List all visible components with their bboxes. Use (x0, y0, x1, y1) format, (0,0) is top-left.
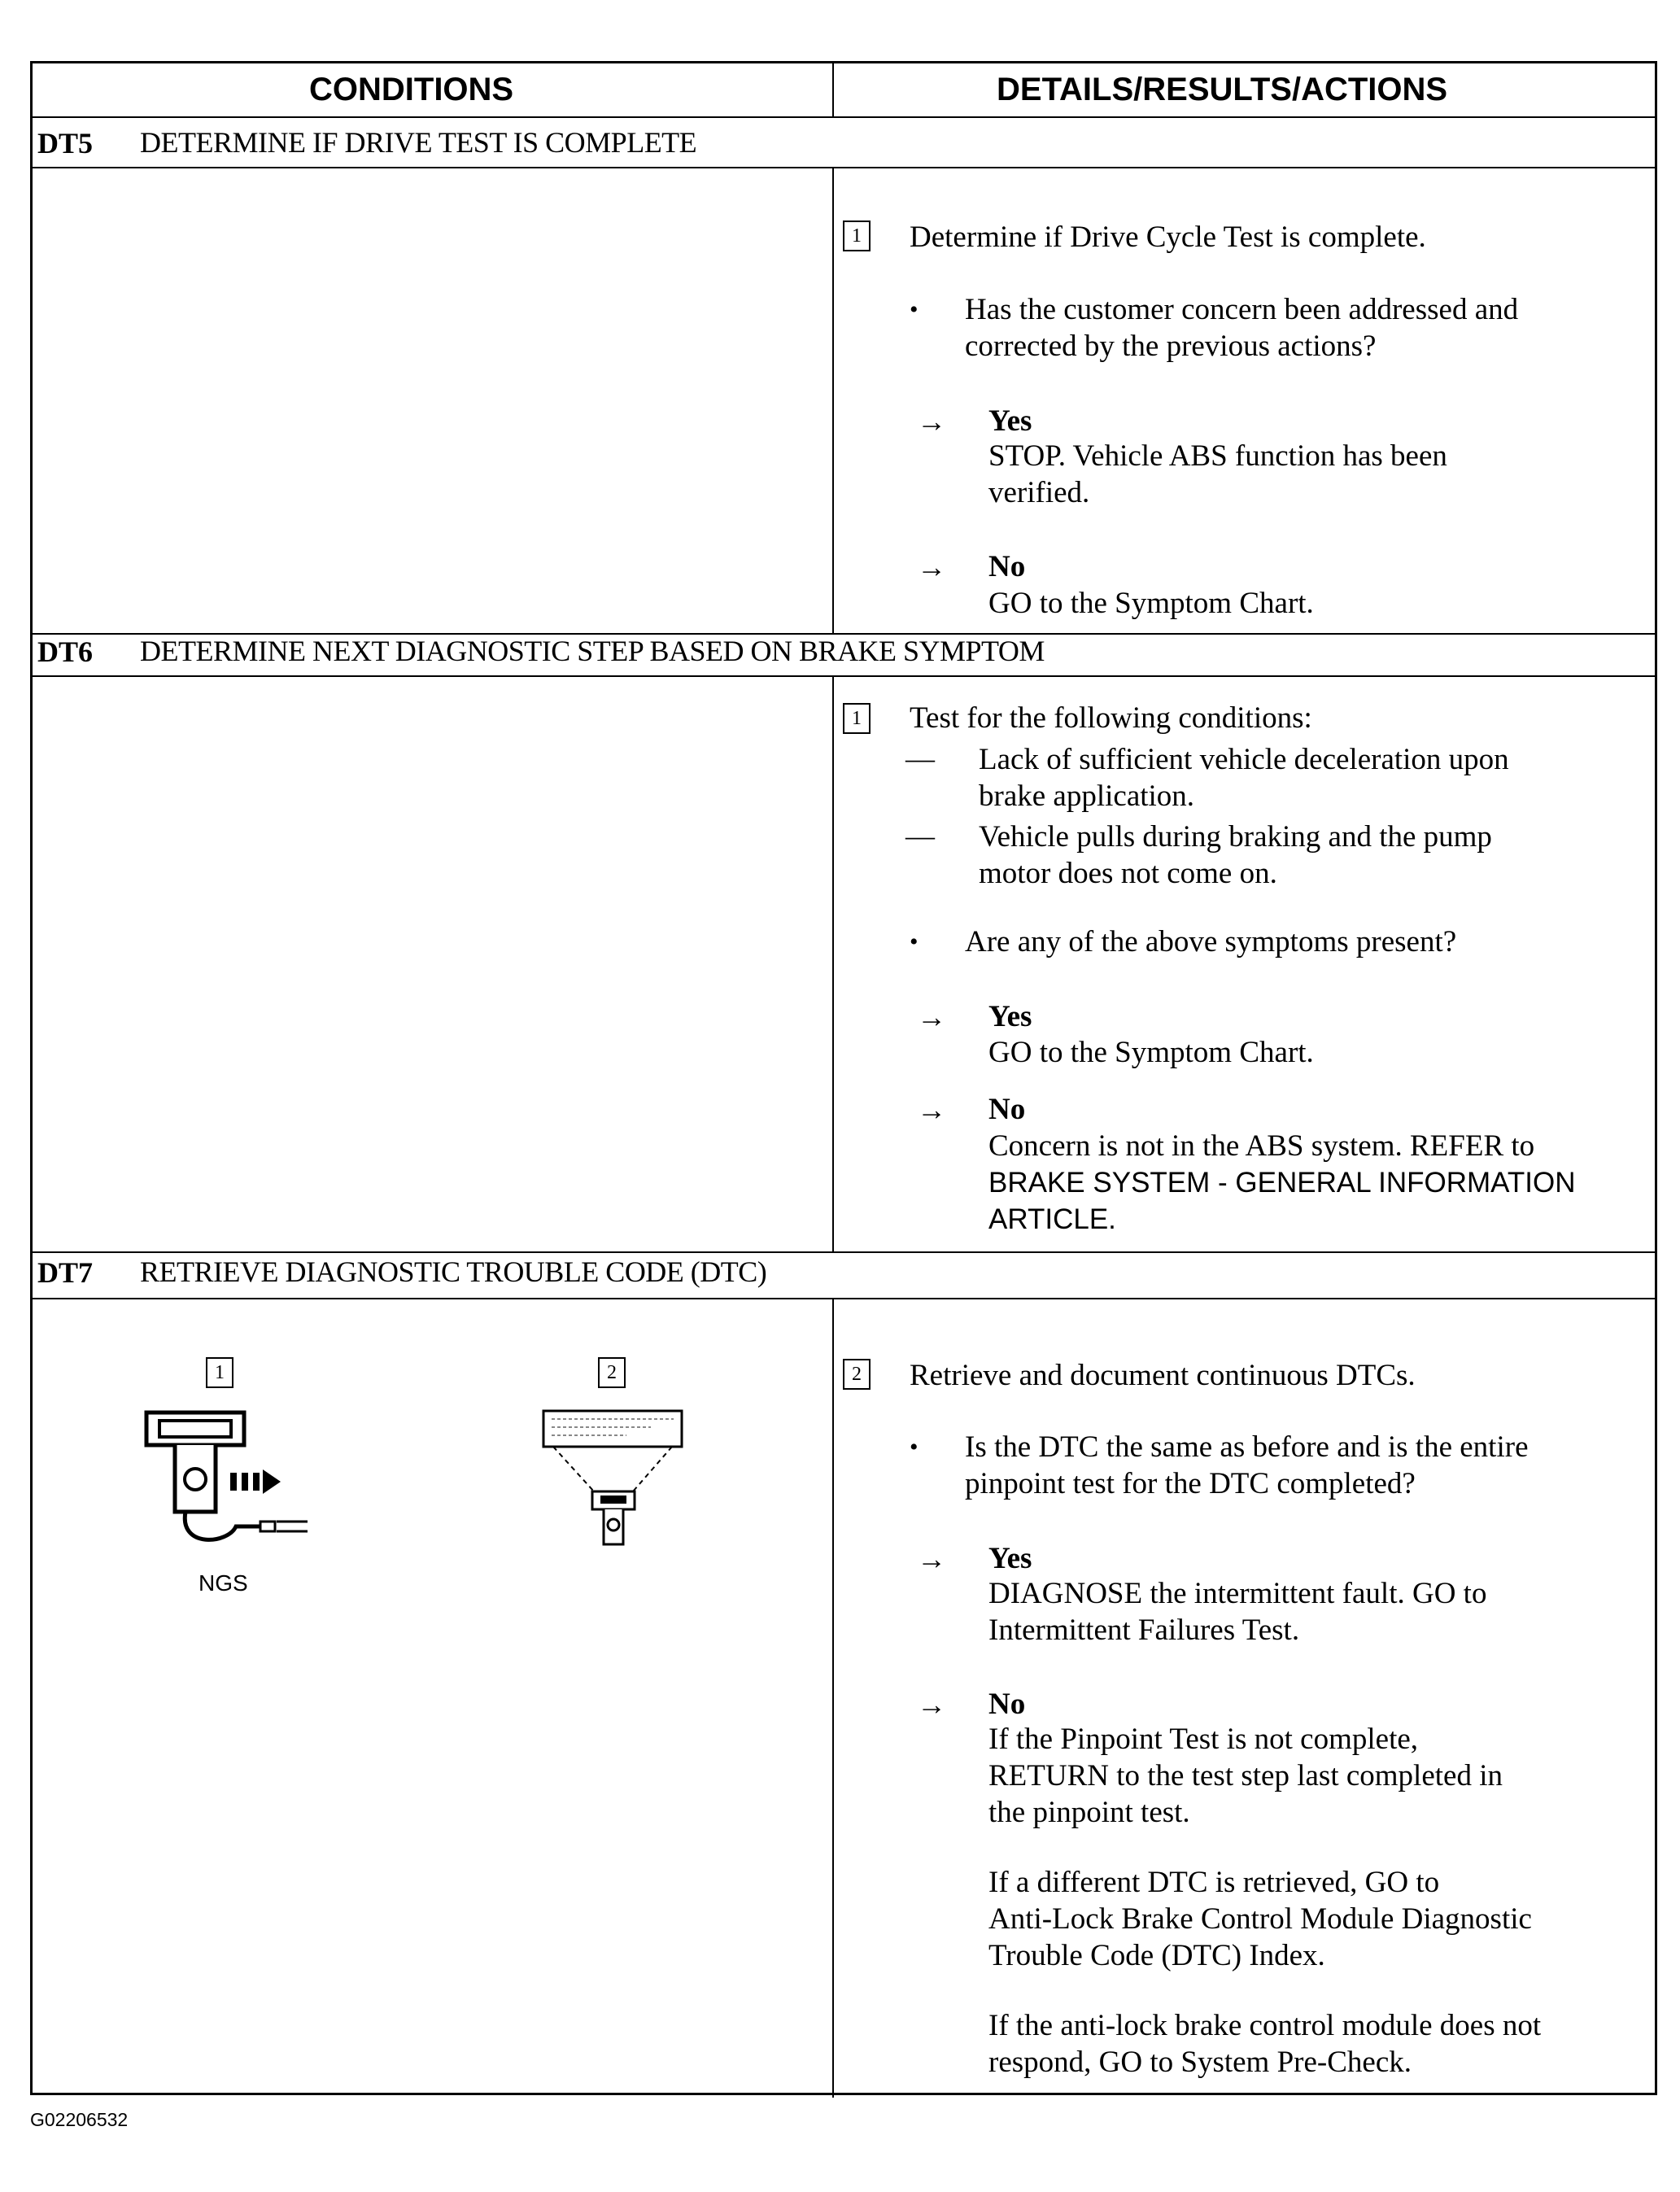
column-divider (832, 675, 834, 1251)
ngs-tester-icon (138, 1406, 342, 1552)
instruction-text: Determine if Drive Cycle Test is complete. (910, 221, 1426, 254)
no-text: RETURN to the test step last completed in (988, 1759, 1503, 1792)
yes-label: Yes (988, 1542, 1032, 1575)
no-text: ARTICLE. (988, 1203, 1116, 1235)
header-divider (33, 116, 1655, 118)
no-label: No (988, 1093, 1026, 1126)
arrow-icon: → (917, 1688, 946, 1721)
section-id: DT7 (37, 1256, 94, 1289)
dash-icon: — (905, 819, 935, 852)
arrow-icon: → (917, 551, 946, 583)
no-text: GO to the Symptom Chart. (988, 587, 1314, 620)
yes-text: GO to the Symptom Chart. (988, 1036, 1314, 1069)
arrow-icon: → (917, 1094, 946, 1126)
no-text: BRAKE SYSTEM - GENERAL INFORMATION (988, 1167, 1576, 1199)
figure-step-box: 1 (206, 1357, 233, 1388)
bullet-icon: • (910, 1434, 919, 1461)
arrow-icon: → (917, 1543, 946, 1575)
condition-line: motor does not come on. (979, 857, 1277, 890)
section-title: DETERMINE NEXT DIAGNOSTIC STEP BASED ON BRAKE SYMPTOM (140, 635, 1045, 667)
instruction-text: Test for the following conditions: (910, 701, 1312, 735)
question-line: Is the DTC the same as before and is the entire (965, 1430, 1529, 1464)
dt7-title-divider (33, 1298, 1655, 1299)
no-text: the pinpoint test. (988, 1796, 1190, 1829)
instruction-text: Retrieve and document continuous DTCs. (910, 1359, 1416, 1392)
question-line: corrected by the previous actions? (965, 330, 1377, 363)
section-id: DT6 (37, 635, 94, 668)
no-text: If the Pinpoint Test is not complete, (988, 1723, 1419, 1756)
step-number-box: 1 (843, 703, 871, 734)
arrow-icon: → (917, 405, 946, 438)
dash-icon: — (905, 742, 935, 775)
question-line: pinpoint test for the DTC completed? (965, 1467, 1416, 1500)
yes-text: DIAGNOSE the intermittent fault. GO to (988, 1577, 1487, 1610)
yes-text: verified. (988, 476, 1090, 509)
dt7-top-divider (33, 1251, 1655, 1253)
yes-text: STOP. Vehicle ABS function has been (988, 439, 1447, 473)
question-line: Has the customer concern been addressed and (965, 293, 1519, 326)
section-title: RETRIEVE DIAGNOSTIC TROUBLE CODE (DTC) (140, 1255, 767, 1288)
bullet-icon: • (910, 928, 919, 955)
arrow-icon: → (917, 1001, 946, 1033)
ngs-label: NGS (199, 1570, 248, 1596)
no-label: No (988, 1688, 1026, 1721)
condition-line: Lack of sufficient vehicle deceleration upon (979, 743, 1509, 776)
no-text: Anti-Lock Brake Control Module Diagnostic (988, 1902, 1532, 1936)
no-text: respond, GO to System Pre-Check. (988, 2046, 1412, 2079)
no-text: If the anti-lock brake control module does not (988, 2009, 1542, 2042)
details-header: DETAILS/RESULTS/ACTIONS (997, 72, 1448, 107)
diagnostic-table (30, 61, 1657, 2095)
condition-line: brake application. (979, 779, 1195, 813)
section-id: DT5 (37, 127, 94, 159)
condition-line: Vehicle pulls during braking and the pump (979, 820, 1492, 854)
no-label: No (988, 550, 1026, 583)
conditions-header: CONDITIONS (309, 72, 514, 107)
bullet-icon: • (910, 296, 919, 323)
figure-code: G02206532 (30, 2109, 129, 2130)
no-text: If a different DTC is retrieved, GO to (988, 1866, 1440, 1899)
step-number-box: 1 (843, 221, 871, 251)
section-title: DETERMINE IF DRIVE TEST IS COMPLETE (140, 126, 697, 159)
question-line: Are any of the above symptoms present? (965, 925, 1457, 958)
yes-text: Intermittent Failures Test. (988, 1613, 1300, 1647)
yes-label: Yes (988, 1000, 1032, 1033)
column-divider (832, 167, 834, 633)
yes-label: Yes (988, 404, 1032, 438)
step-number-box: 2 (843, 1359, 871, 1390)
dt6-title-divider (33, 675, 1655, 677)
figure-step-box: 2 (598, 1357, 626, 1388)
no-text: Trouble Code (DTC) Index. (988, 1939, 1325, 1972)
column-divider (832, 1298, 834, 2098)
dt5-title-divider (33, 167, 1655, 168)
no-text: Concern is not in the ABS system. REFER to (988, 1129, 1535, 1163)
scan-tool-display-icon (537, 1406, 700, 1552)
column-divider (832, 63, 834, 116)
